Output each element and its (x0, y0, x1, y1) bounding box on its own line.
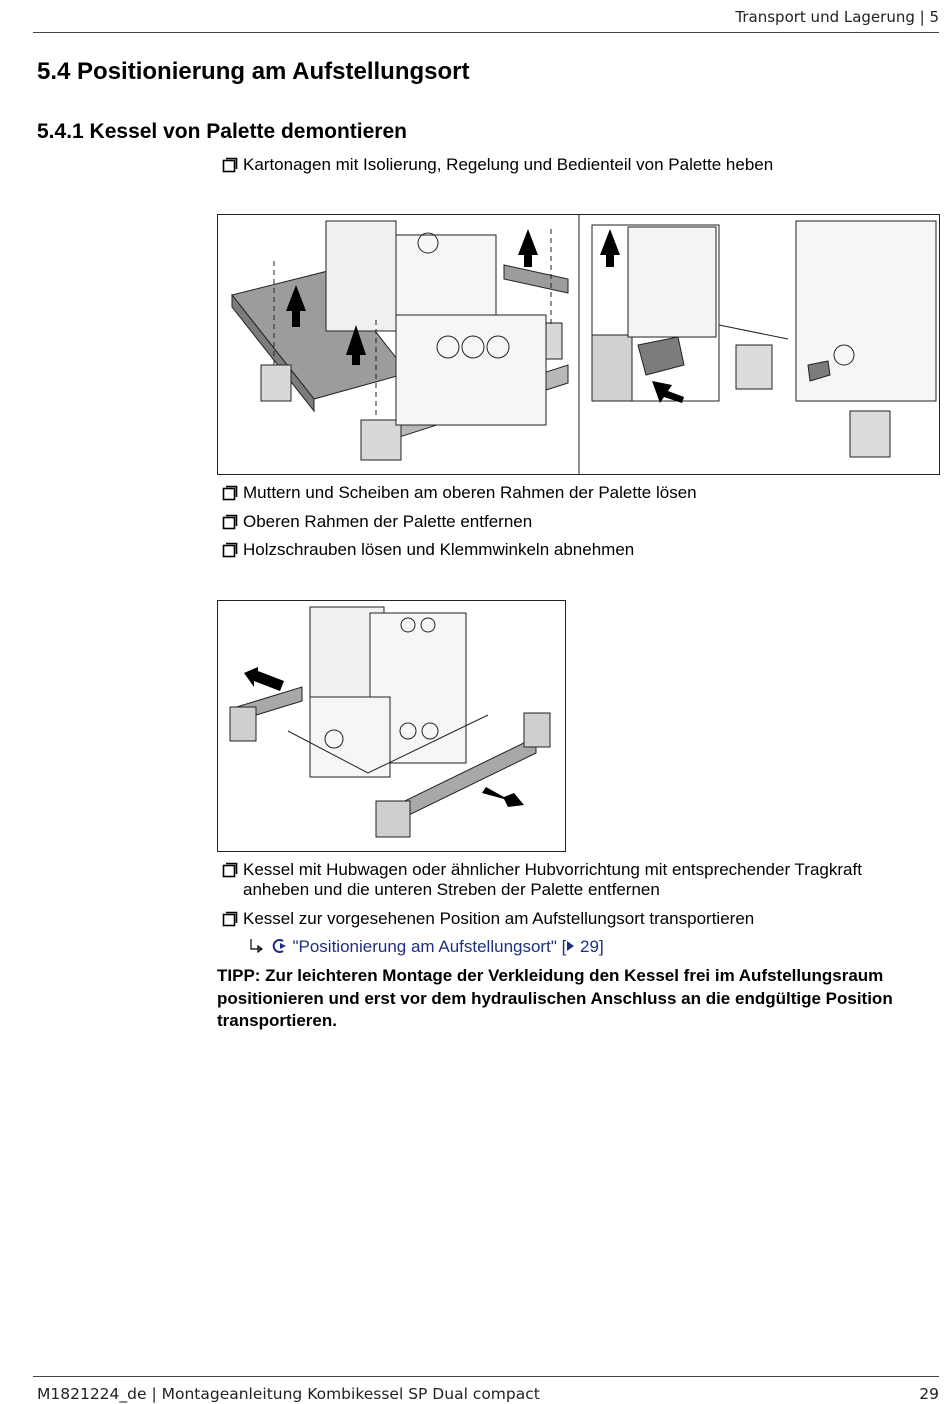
figure-remove-cartons (217, 214, 940, 475)
step-item (222, 540, 922, 560)
checkbox-icon (222, 485, 238, 501)
step-item (222, 909, 922, 929)
step-item (222, 512, 922, 532)
step-text: Kessel mit Hubwagen oder ähnlicher Hubvorrichtung mit entsprechender Tragkraft anheben und die unteren Streben der Palette entfernen (243, 860, 862, 899)
result-arrow-icon (248, 938, 264, 954)
page-footer (33, 1376, 939, 1403)
checkbox-icon (222, 542, 238, 558)
page-ref: 29 (580, 937, 599, 956)
section-title: 5.4 Positionierung am Aufstellungsort (37, 58, 470, 85)
positionierung-link[interactable]: "Positionierung am Aufstellungsort" [ 29] (292, 937, 604, 956)
pallet-frame-illustration (232, 221, 568, 460)
subsection-title: 5.4.1 Kessel von Palette demontieren (37, 120, 407, 143)
link-arrow-icon (272, 938, 288, 954)
page-ref-arrow-icon (566, 940, 575, 952)
page-header (33, 0, 939, 33)
cross-reference (248, 937, 604, 957)
checkbox-icon (222, 157, 238, 173)
clamp-bracket-illustration (592, 221, 936, 457)
boiler-lower-struts-illustration (230, 607, 550, 837)
checkbox-icon (222, 862, 238, 878)
step-text: Kessel zur vorgesehenen Position am Aufstellungsort transportieren (243, 909, 755, 928)
step-item (222, 155, 922, 175)
step-text: Kartonagen mit Isolierung, Regelung und Bedienteil von Palette heben (243, 155, 774, 174)
footer-page-number: 29 (919, 1385, 939, 1403)
step-text: Muttern und Scheiben am oberen Rahmen der Palette lösen (243, 483, 697, 502)
link-text: "Positionierung am Aufstellungsort" (292, 937, 557, 956)
header-chapter: Transport und Lagerung | 5 (735, 8, 939, 26)
footer-document: M1821224_de | Montageanleitung Kombikessel SP Dual compact (37, 1385, 540, 1403)
step-text: Oberen Rahmen der Palette entfernen (243, 512, 533, 531)
checkbox-icon (222, 911, 238, 927)
step-text: Holzschrauben lösen und Klemmwinkeln abnehmen (243, 540, 635, 559)
figure-remove-struts (217, 600, 566, 852)
step-item (222, 483, 922, 503)
tip-note: TIPP: Zur leichteren Montage der Verkleidung den Kessel frei im Aufstellungsraum positionieren und erst vor dem hydraulischen Anschluss an die endgültige Position transportieren. (217, 966, 893, 1030)
step-item (222, 860, 922, 900)
checkbox-icon (222, 514, 238, 530)
